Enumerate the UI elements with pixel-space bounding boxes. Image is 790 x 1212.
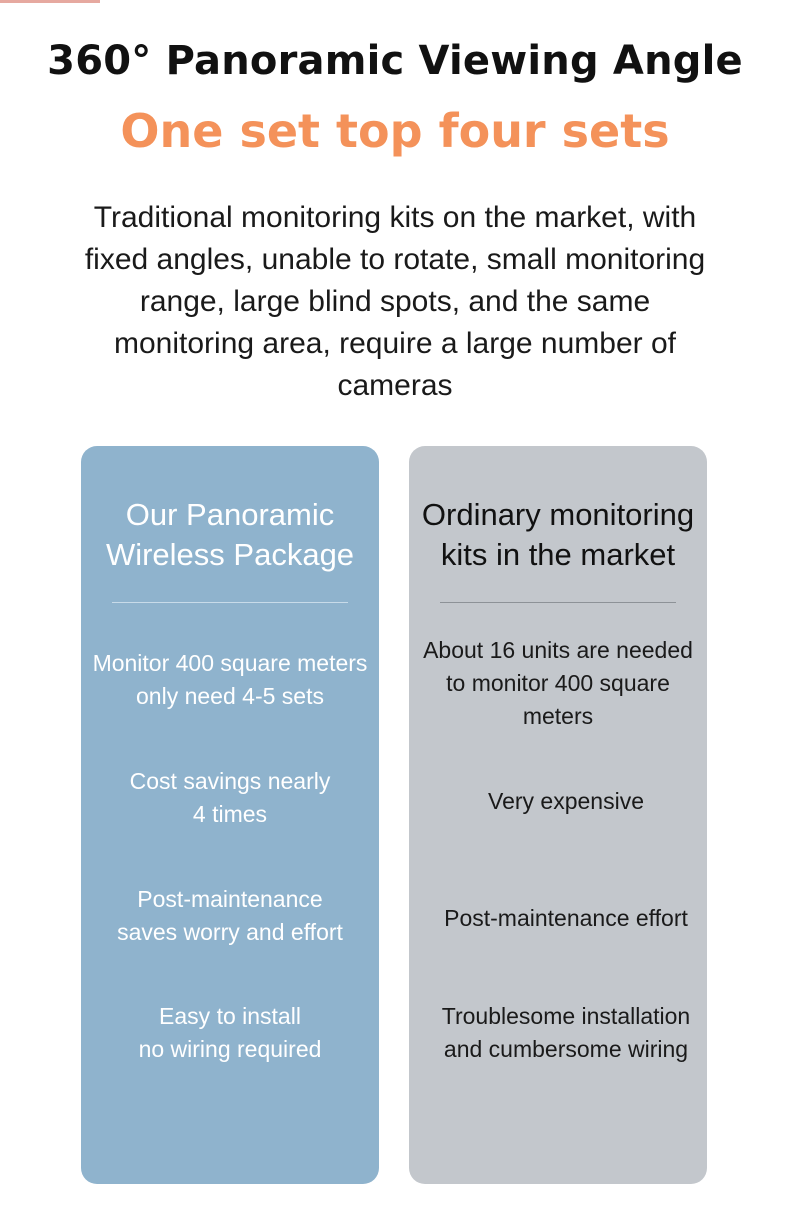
intro-description: Traditional monitoring kits on the market, with fixed angles, unable to rotate, small monitoring range, large blind spots, and the same monitoring area, require a large number of cameras (84, 201, 706, 402)
page-subtitle: One set top four sets (120, 104, 670, 158)
market-kits-title (409, 495, 707, 575)
market-feature-installation: Troublesome installation and cumbersome wiring (441, 1003, 691, 1062)
market-kits-title-line: Ordinary monitoring kits in the market (421, 497, 695, 572)
our-package-card (81, 446, 379, 1184)
our-package-title (81, 495, 379, 575)
market-feature-maintenance: Post-maintenance effort (444, 905, 688, 931)
page-title: 360° Panoramic Viewing Angle (47, 38, 743, 84)
market-kits-divider (440, 602, 676, 603)
our-feature-coverage: Monitor 400 square meters only need 4-5 sets (92, 650, 368, 709)
our-feature-maintenance: Post-maintenance saves worry and effort (117, 886, 343, 945)
top-accent-line (0, 0, 100, 3)
our-package-divider (112, 602, 348, 603)
our-feature-installation: Easy to install no wiring required (138, 1003, 322, 1062)
market-feature-cost: Very expensive (488, 788, 644, 814)
market-feature-coverage: About 16 units are needed to monitor 400 square meters (423, 637, 693, 729)
market-kits-card (409, 446, 707, 1184)
our-feature-cost: Cost savings nearly 4 times (129, 768, 331, 827)
our-package-title-line: Our Panoramic Wireless Package (105, 497, 355, 572)
